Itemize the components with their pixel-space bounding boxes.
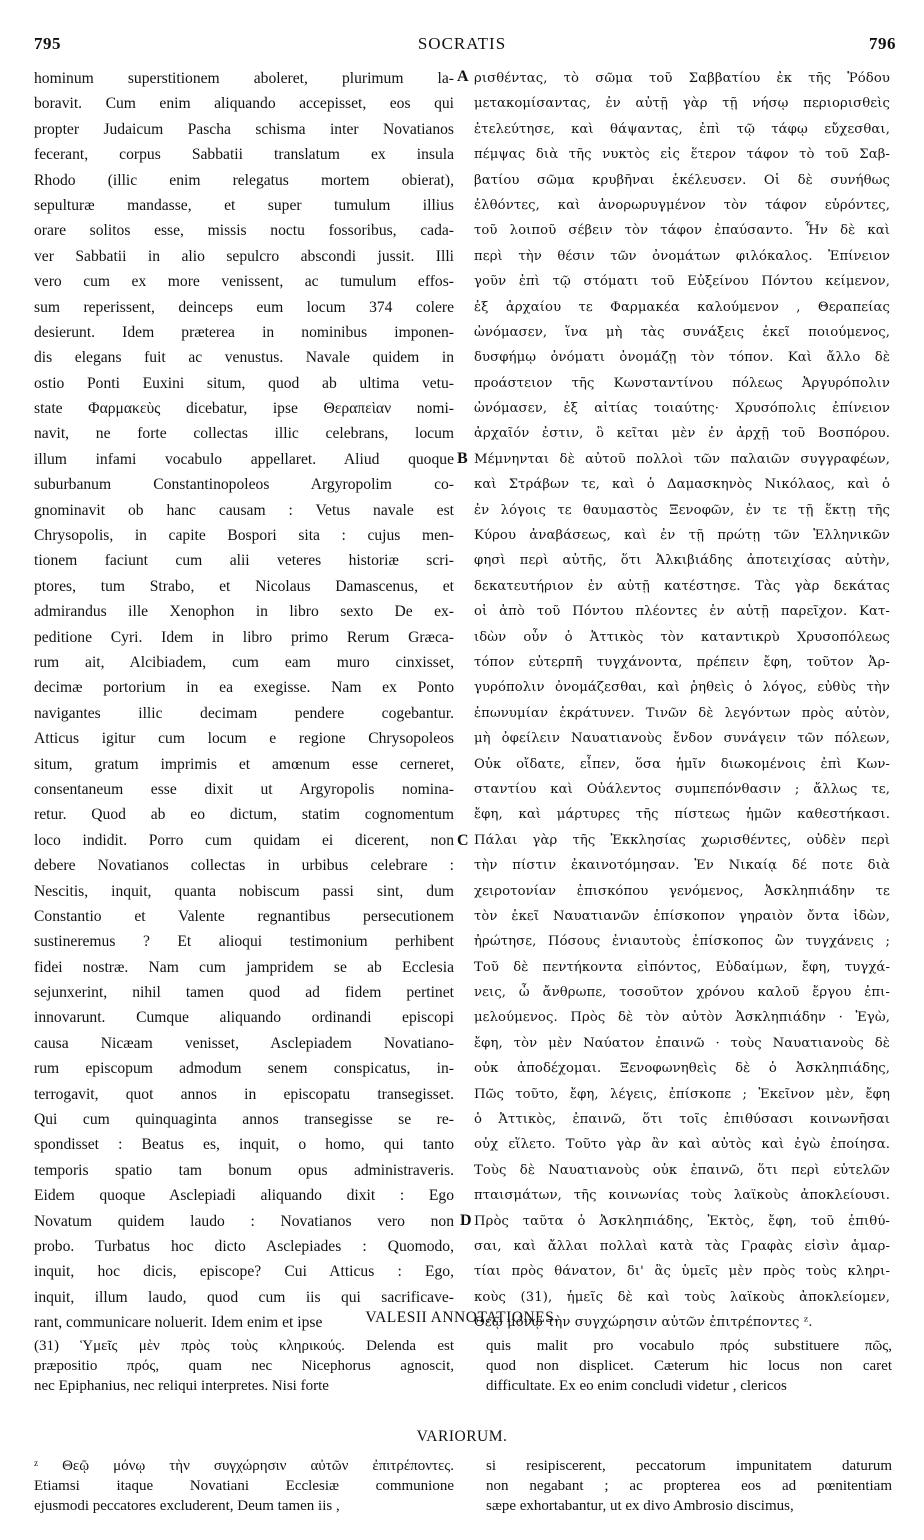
latin-line: navit, ne forte collectas illic celebrans, locum [34,425,454,443]
greek-line: προάστειον τῆς Κωνσταντίνου πόλεως Ἀργυρόπολιν [474,375,890,391]
greek-line: δεκατευτήριον ἐν αὐτῇ κατέστησε. Τὰς γὰρ δεκάτας [474,578,890,594]
greek-line: μετακομίσαντας, ἐν αὐτῇ γὰρ τῇ νήσῳ περιορισθεὶς [474,96,890,112]
note-line: difficultate. Ex eo enim concludi videtur , clericos [486,1378,787,1394]
greek-line: ὠνόμασεν, ἵνα μὴ τὰς συνάξεις ἐκεῖ ποιούμενος, [474,324,890,340]
greek-line: νεις, ὦ ἄνθρωπε, τοσοῦτον χρόνου καλοῦ ἔργου ἐπι- [474,985,890,1001]
latin-line: navigantes illic decimam pendere cogebantur. [34,704,454,722]
latin-line: illum infami vocabulo appellaret. Aliud quoque [34,450,454,468]
latin-line: Atticus igitur cum locum e regione Chrysopoleos [34,730,454,748]
latin-line: sepulturæ mandasse, et super tumulum illius [34,196,454,214]
greek-line: τόπον εὐτερπῆ τυγχάνοντα, πρέπειν ἔφη, τοῦτον Ἀρ- [474,654,890,670]
greek-line: σταντίου καὶ Οὐάλεντος συμπεπόνθασιν ; ἄλλως τε, [474,781,890,797]
latin-line: propter Judaicum Pascha schisma inter Novatianos [34,120,454,138]
latin-line: Novatum quidem laudo : Novatianos vero non [34,1212,454,1230]
note-line: sæpe exhortabantur, ut ex divo Ambrosio discimus, [486,1498,794,1514]
latin-line: peditione Cyri. Idem in libro primo Rerum Græca- [34,628,454,646]
note-line: quis malit pro vocabulo πρός substituere πῶς, [486,1338,892,1354]
latin-line: desierunt. Idem præterea in nominibus imponen- [34,323,454,341]
note-line: præpositio πρός, quam nec Nicephorus agnoscit, [34,1358,454,1374]
greek-line: σαι, καὶ ἄλλαι πολλαὶ κατὰ τὰς Γραφὰς εἰσὶν ἁμαρ- [474,1238,890,1254]
greek-line: ρισθέντας, τὸ σῶμα τοῦ Σαββατίου ἐκ τῆς Ῥόδου [474,71,890,86]
latin-line: inquit, illum laudo, quod cum iis qui sacrificave- [34,1288,454,1306]
note-line: nec Epiphanius, nec reliqui interpretes. Nisi forte [34,1378,329,1394]
greek-line: κοὺς (31), ἡμεῖς δὲ καὶ τοὺς λαϊκοὺς ἀποκλείομεν, [474,1289,890,1305]
variorum-right [486,1456,892,1516]
greek-line: τὸν ἐκεῖ Ναυατιανῶν ἐπίσκοπον γηραιὸν ὄντα ἰδὼν, [474,908,890,924]
latin-line: ostio Ponti Euxini situm, quod ab ultima vetu- [34,374,454,392]
latin-line: orare solitos esse, missis noctu fossoribus, cada- [34,222,454,240]
latin-line: dis elegans fuit ac venustus. Navale quidem in [34,349,454,367]
greek-line: ἐτελεύτησε, καὶ θάψαντας, ἐπὶ τῷ τάφῳ εὔχεσθαι, [474,121,890,137]
greek-line: τὴν πίστιν ἐκαινοτόμησαν. Ἐν Νικαίᾳ δέ ποτε διὰ [474,858,890,874]
greek-line: ἐλθόντες, καὶ ἀνορωρυγμένον τὸν τάφον εὑρόντες, [474,197,890,213]
greek-line: οὐχ εἵλετο. Τοῦτο γὰρ ἂν καὶ αὐτὸς καὶ ἐγὼ ἐποίησα. [474,1137,890,1153]
greek-line: ὠνόμασεν, ἐξ αἰτίας τοιαύτης· Χρυσόπολις ἐπίνειον [474,401,890,417]
greek-line: Θεῷ μόνῳ τὴν συγχώρησιν αὐτῶν ἐπιτρέποντες ᶻ. [474,1315,813,1331]
greek-line: φησὶ περὶ αὐτῆς, ὅτι Ἀλκιβιάδης ἀποτειχίσας αὐτὴν, [474,553,890,569]
latin-line: ver Sabbatii in alio sepulcro abscondi jussit. Illi [34,247,454,265]
running-title: SOCRATIS [417,34,507,53]
greek-line: χειροτονίαν ἐπισκόπου γενόμενος, Ἀσκληπιάδην τε [474,883,890,899]
latin-line: suburbanum Constantinopoleos Argyropolim co- [34,476,454,494]
latin-line: decimæ portorium in ea exegisse. Nam ex Ponto [34,679,454,697]
valesii-right [486,1336,892,1396]
greek-line: ιδὼν οὖν ὁ Ἀττικὸς τὸν καταντικρὺ Χρυσοπόλεως [474,629,890,645]
greek-line: Κύρου ἀναβάσεως, καὶ ἐν τῇ πρώτῃ τῶν Ἑλληνικῶν [474,528,890,544]
variorum-left [34,1456,454,1516]
latin-line: vero cum ex more venissent, ac tumulum effos- [34,273,454,291]
greek-line: ἔφη, καὶ μάρτυρες τῆς πίστεως ἡμῶν καθεστήκασι. [474,807,890,823]
greek-line: ἐξ ἀρχαίου τε Φαρμακέα καλούμενον , Θεραπείας [474,299,890,315]
greek-line: βατίου σῶμα κρυβῆναι ἐκέλευσεν. Οἱ δὲ συνήθως [474,172,890,188]
greek-line: Τοὺς δὲ Ναυατιανοὺς οὐκ ἐπαινῶ, ὅτι περὶ εὐτελῶν [474,1162,890,1178]
note-line: si resipiscerent, peccatorum impunitatem daturum [486,1458,892,1474]
latin-line: consentaneum esse dixit ut Argyropolis nomina- [34,780,454,798]
latin-line: Eidem quoque Asclepiadi aliquando dixit : Ego [34,1187,454,1205]
greek-line: δυσφήμῳ ὀνόματι ὀνομάζῃ τὸν τόπον. Καὶ ἄλλο δὲ [474,350,890,366]
margin-letter-c: C [457,832,469,849]
latin-column [34,66,454,1336]
greek-line: Πρὸς ταῦτα ὁ Ἀσκληπιάδης, Ἐκτὸς, ἔφη, τοῦ ἐπιθύ- [474,1213,890,1229]
latin-line: hominum superstitionem aboleret, plurimum la- [34,70,454,87]
greek-line: πταισμάτων, τῆς κοινωνίας τοὺς λαϊκοὺς ἀποκλείουσι. [474,1188,890,1204]
latin-line: state Φαρμακεὺς dicebatur, ipse Θεραπεὶαν nomi- [34,400,454,418]
latin-line: Nescitis, inquit, quanta nobiscum passi sint, dum [34,882,454,900]
greek-line: πέμψας διὰ τῆς νυκτὸς εἰς ἕτερον τάφον τὸ τοῦ Σαβ- [474,147,890,163]
greek-line: ἠρώτησε, Πόσους ἐνιαυτοὺς ἐπίσκοπος ὢν τυγχάνεις ; [474,934,890,950]
latin-line: Qui cum quinquaginta annos transegisse se re- [34,1111,454,1129]
greek-line: Πάλαι γὰρ τῆς Ἐκκλησίας χωρισθέντες, οὐδὲν περὶ [474,832,890,848]
latin-line: rant, communicare noluerit. Idem enim et ipse [34,1314,323,1332]
latin-line: probo. Turbatus hoc dicto Asclepiades : Quomodo, [34,1237,454,1255]
latin-line: sustineremus ? Et alioqui testimonium perhibent [34,933,454,951]
latin-line: situm, gratum imprimis et amœnum esse cerneret, [34,755,454,773]
latin-line: sum reperissent, deinceps eum locum 374 colere [34,298,454,316]
note-line: (31) Ὑμεῖς μὲν πρὸς τοὺς κληρικούς. Delenda est [34,1338,454,1354]
greek-line: τοῦ λοιποῦ σέβειν τὸν τάφον ἐπαύσαντο. Ἦν δὲ καὶ [474,223,890,239]
latin-line: inquit, hoc dicis, episcope? Cui Atticus : Ego, [34,1263,454,1281]
greek-line: περὶ τὴν θέσιν τῶν ὀνομάτων φιλόκαλος. Ἐπίνειον [474,248,890,264]
latin-line: ptores, tum Strabo, et Nicolaus Damascenus, et [34,577,454,595]
latin-line: temporis spatio tam bonum opus administraveris. [34,1161,454,1179]
greek-line: γυρόπολιν ὀνομάζεσθαι, καὶ ῥηθεὶς ὁ λόγος, εὐθὺς τὴν [474,680,890,696]
latin-line: fecerant, corpus Sabbatii translatum ex insula [34,146,454,164]
latin-line: retur. Quod ab eo dictum, statim cognomentum [34,806,454,824]
latin-line: debere Novatianos collectas in urbibus celebrare : [34,857,454,875]
note-line: quod non displicet. Cæterum hic locus non caret [486,1358,892,1374]
latin-line: Constantio et Valente regnantibus persecutionem [34,907,454,925]
greek-line: οἱ ἀπὸ τοῦ Πόντου πλέοντες ἐν αὐτῇ παρεῖχον. Κατ- [474,604,890,620]
valesii-left [34,1336,454,1396]
latin-line: causa Nicæam venisset, Asclepiadem Novatiano- [34,1034,454,1052]
greek-line: μὴ ὀφείλειν Ναυατιανοὺς ἔνδον συνάγειν τῶν πόλεων, [474,731,890,747]
greek-line: ἐν λόγοις τε θαυμαστὸς Ξενοφῶν, ἐν τε τῇ ἕκτῃ τῆς [474,502,890,518]
greek-line: μελούμενος. Πρὸς δὲ τὸν αὐτὸν Ἀσκληπιάδην · Ἐγὼ, [474,1010,890,1026]
greek-line: καὶ Στράβων τε, καὶ ὁ Δαμασκηνὸς Νικόλαος, καὶ ὁ [474,477,890,493]
greek-line: Τοῦ δὲ πεντήκοντα εἰπόντος, Εὐδαίμων, ἔφη, τυγχά- [474,959,890,975]
greek-line: ἀρχαῖόν ἐστιν, ὃ κεῖται μὲν ἐν ἀρχῇ τοῦ Βοσπόρου. [474,426,890,442]
latin-line: gnominavit ob hanc causam : Vetus navale est [34,501,454,519]
greek-line: ὁ Ἀττικὸς, ἐπαινῶ, ὅτι τοῖς ἐπιθύσασι κοινωνῆσαι [474,1112,890,1128]
greek-line: οὐκ ἀποδέχομαι. Ξενοφωνηθεὶς δὲ ὁ Ἀσκληπιάδης, [474,1061,890,1077]
greek-column [474,66,890,1336]
note-line: ejusmodi peccatores excluderent, Deum tamen iis , [34,1498,340,1514]
margin-letter-b: B [457,450,468,467]
margin-letter-d: D [460,1212,472,1229]
greek-line: Μέμνηνται δὲ αὐτοῦ πολλοὶ τῶν παλαιῶν συγγραφέων, [474,451,890,467]
latin-line: terrogavit, quot annos in episcopatu transegisset. [34,1085,454,1103]
page-number-right: 796 [869,34,896,53]
variorum-title: VARIORUM. [416,1428,508,1445]
greek-line: Οὐκ οἴδατε, εἶπεν, ὅσα ἡμῖν διωκομένοις ἐπὶ Κων- [474,756,890,772]
latin-line: loco indidit. Porro cum quidam ei dicerent, non [34,831,454,849]
note-line: non negabant ; ac propterea eos ad pœnitentiam [486,1478,892,1494]
latin-line: spondisset : Beatus es, inquit, o homo, qui tanto [34,1136,454,1154]
margin-letter-a: A [457,68,469,85]
latin-line: Rhodo (illic enim relegatus mortem obierat), [34,171,454,189]
greek-line: τίαι πρὸς θάνατον, δι' ἃς ὑμεῖς μὲν πρὸς τοὺς κληρι- [474,1264,890,1280]
note-line: ᶻ Θεῷ μόνῳ τὴν συγχώρησιν αὐτῶν ἐπιτρέποντες. [34,1458,454,1474]
greek-line: Πῶς τοῦτο, ἔφη, λέγεις, ἐπίσκοπε ; Ἐκεῖνον μὲν, ἔφη [474,1086,890,1102]
valesii-title: VALESII ANNOTATIONES. [365,1309,559,1326]
latin-line: rum episcopum admodum senem conspicatus, in- [34,1060,454,1078]
note-line: Etiamsi itaque Novatiani Ecclesiæ communione [34,1478,454,1494]
greek-line: ἐπωνυμίαν ἐκράτυνεν. Τινῶν δὲ λεγόντων πρὸς αὐτὸν, [474,705,890,721]
greek-line: ἔφη, τὸν μὲν Ναύατον ἐπαινῶ · τοὺς Ναυατιανοὺς δὲ [474,1035,890,1051]
latin-line: rum ait, Alcibiadem, cum eam muro cinxisset, [34,653,454,671]
latin-line: fidei nostræ. Nam cum jampridem se ab Ecclesia [34,958,454,976]
latin-line: tionem faciunt cum alii veteres historiæ scri- [34,552,454,570]
greek-line: γοῦν ἐπὶ τῷ στόματι τοῦ Εὐξείνου Πόντου κείμενον, [474,274,890,290]
latin-line: Chrysopolis, in capite Bospori sita : cujus men- [34,527,454,545]
page-number-left: 795 [34,34,61,53]
latin-line: boravit. Cum enim aliquando accepisset, eos qui [34,95,454,113]
latin-line: admirandus ille Xenophon in libro sexto De ex- [34,603,454,621]
latin-line: innovarunt. Cumque aliquando ordinandi episcopi [34,1009,454,1027]
latin-line: sejunxerint, nihil tamen quod ad fidem pertinet [34,984,454,1002]
